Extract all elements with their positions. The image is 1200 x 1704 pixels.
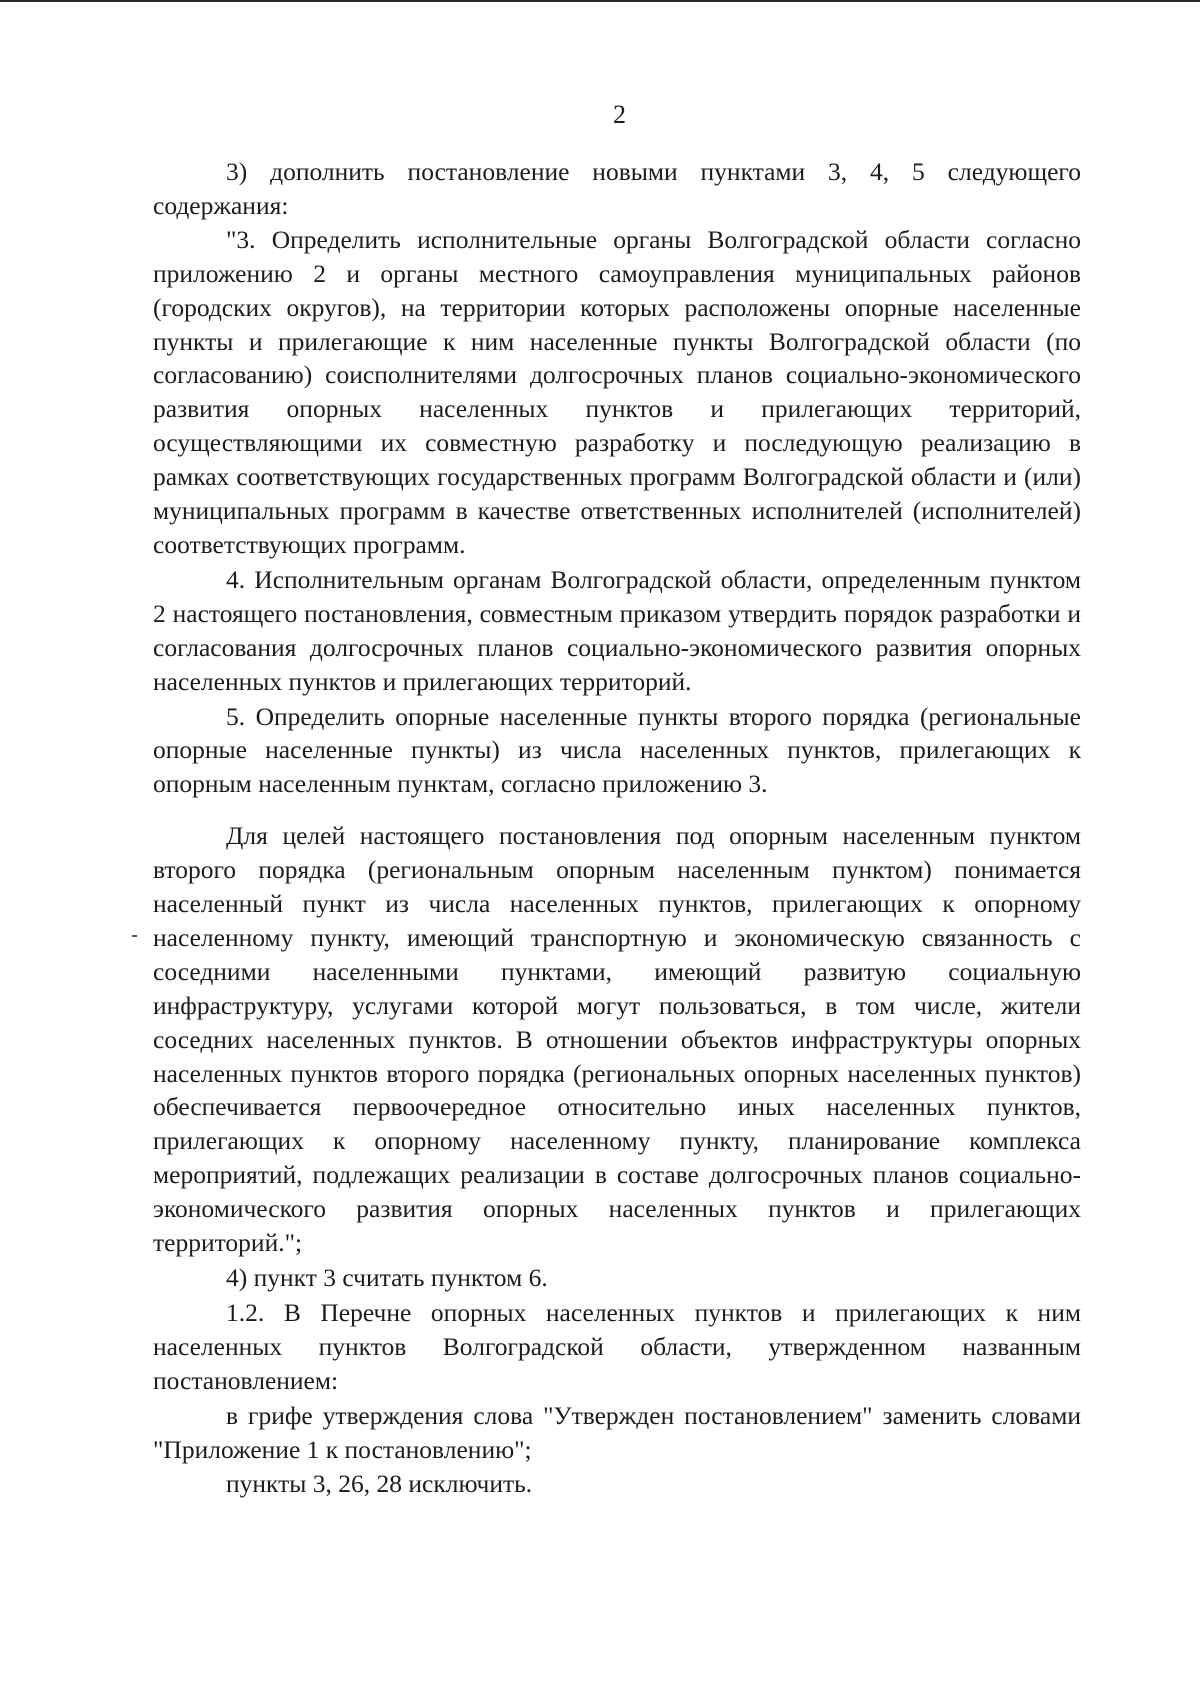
paragraph-point-4: 4. Исполнительным органам Волгоградской области, определенным пунктом 2 настоящего постановления, совместным приказом утвердить порядок разработки и согласования долгосрочных планов социально-экономического развития опорных населенных пунктов и прилегающих территорий. [153,564,1081,696]
paragraph-stamp-change: в грифе утверждения слова "Утвержден постановлением" заменить словами "Приложение 1 к постановлению"; [153,1400,1081,1464]
paragraph-1-2: 1.2. В Перечне опорных населенных пунктов и прилегающих к ним населенных пунктов Волгоградской области, утвержденном названным постановлением: [153,1297,1081,1395]
paragraph-point-3: "3. Определить исполнительные органы Волгоградской области согласно приложению 2 и органы местного самоуправления муниципальных районов (городских округов), на территории которых расположены опорные населенные пункты и прилегающие к ним населенные пункты Волгоградской области (по согласованию) соисполнителями долгосрочных планов социально-экономического развития опорных населенных пунктов и прилегающих территорий, осуществляющими их совместную разработку и последующую реализацию в рамках соответствующих государственных программ Волгоградской области и (или) муниципальных программ в качестве ответственных исполнителей (исполнителей) соответствующих программ. [153,224,1081,559]
scan-margin-mark [132,935,137,937]
paragraph-item-3: 3) дополнить постановление новыми пунктами 3, 4, 5 следующего содержания: [153,157,1081,220]
paragraph-item-4: 4) пункт 3 считать пунктом 6. [226,1263,548,1292]
scan-top-edge [0,0,1200,2]
paragraph-definition: Для целей настоящего постановления под опорным населенным пунктом второго порядка (региональным опорным населенным пунктом) понимается населенный пункт из числа населенных пунктов, прилегающих к опорному населенному пункту, имеющий транспортную и экономическую связанность с соседними населенными пунктами, имеющий развитую социальную инфраструктуру, услугами которой могут пользоваться, в том числе, жители соседних населенных пунктов. В отношении объектов инфраструктуры опорных населенных пунктов второго порядка (региональных опорных населенных пунктов) обеспечивается первоочередное относительно иных населенных пунктов, прилегающих к опорному населенному пункту, планирование комплекса мероприятий, подлежащих реализации в составе долгосрочных планов социально-экономического развития опорных населенных пунктов и прилегающих территорий."; [153,821,1081,1258]
page-number: 2 [613,100,626,129]
paragraph-point-5: 5. Определить опорные населенные пункты второго порядка (региональные опорные населенные пункты) из числа населенных пунктов, прилегающих к опорным населенным пунктам, согласно приложению 3. [153,701,1081,799]
document-body [153,155,1081,1501]
paragraph-exclude-points: пункты 3, 26, 28 исключить. [226,1469,533,1499]
